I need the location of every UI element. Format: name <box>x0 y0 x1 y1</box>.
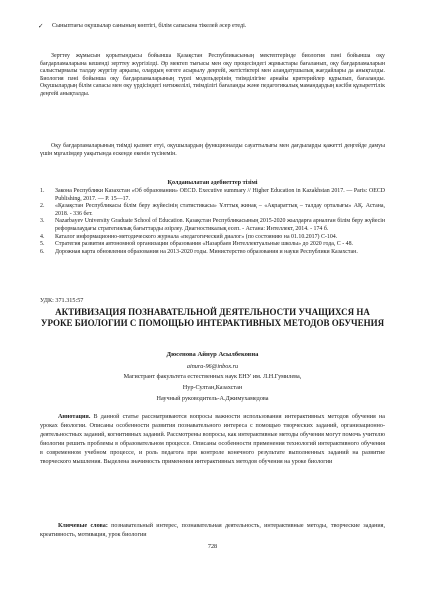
reference-item <box>40 248 385 257</box>
scientific-advisor: Научный руководитель-А.Джимухамедова <box>156 395 269 402</box>
intro-paragraph-2: Оқу бағдарламаларының тиімді қызмет етуі, оқушылардың функционалды сауаттылығы мен дағдыларды қажетті деңгейде дамуы үшін мұғалімдер уақытында ескенде екенін түсінемін. <box>40 143 385 157</box>
keywords-label: Ключевые слова: <box>58 523 108 529</box>
author-name: Дюсенова Айнур Асылбековна <box>166 351 259 358</box>
reference-text: Дорожная карта обновления образования на 2013-2020 годы. Министерство образования и науки Республики Казахстан. <box>55 248 358 255</box>
reference-number: 1. <box>40 188 45 194</box>
bullet-item <box>38 23 382 30</box>
checkmark-icon: ✓ <box>38 23 44 30</box>
intro-paragraph-1: Зерттеу жұмысын қорытындысы бойынша Қазақстан Республикасының мектептерінде биология пәні бойынша оқу бағдарламаларына кешенді зерттеу жүргізілді. Әр мектеп тығысы мен оқу процесіндегі жұмыстары бағаланып, оқу бағдарламаларын салыстырмалы талдау жүргізу арқылы, олардың өзгеге асырылу деңгейі, жетістіктері мен алаңдатушылық жағдайлары да анықталды. Биология пәні бойынша оқу бағдарламаларының түрлі модельдерінің тиімділігіне арнайы критерийлер құрылып, бағаланды. Оқушылардың білім сапасы мен оқу үрдісіндегі нәтижелілі, тиімділігі бағаланды және педагогикалық мамандардың кәсіби құзыреттілік деңгейі анықталды. <box>40 53 385 97</box>
reference-item <box>40 218 385 233</box>
bullet-text: Сыныптағы оқушылар санының көптігі, білім сапасына тікелей әсер етеді. <box>52 23 247 29</box>
reference-text: Nazarbayev University Graduate School of Education. Қазақстан Республикасының 2015-2020 жылдарға арналған білім беру жүйесін реформалаудағы стратегиялық бағыттарды әзірлеу. Диагностикалық есеп. - Астана: Интеллект, 2014. - 174 б. <box>55 218 385 232</box>
reference-number: 3. <box>40 218 45 225</box>
keywords-text: познавательный интерес, познавательная деятельность, интерактивные методы, творческие задания, креативность, мотивация, урок биологии <box>40 523 385 538</box>
reference-text: Закона Республики Казахстан «Об образовании» OECD. Executive summary // Higher Education in Kazakhstan 2017. — Paris: OECD Publishing, 2017. — P. 15—17. <box>55 188 385 202</box>
author-position: Магистрант факультета естественных наук ЕНУ им. Л.Н.Гумилева, <box>123 373 302 380</box>
reference-item <box>40 188 385 203</box>
reference-text: Каталог информационно-методического журнала «педагогический диалог» (по состоянию на 01.10.2017) С-104. <box>55 233 338 240</box>
reference-number: 6. <box>40 248 45 255</box>
abstract <box>40 413 385 467</box>
reference-item <box>40 241 385 249</box>
keywords <box>40 522 385 540</box>
reference-text: «Қазақстан Республикасы білім беру жүйесінің статистикасы» Ұлттық жинақ – «Ақпараттық – талдау орталығы» АҚ. Астана, 2018. - 336 бет. <box>55 203 385 217</box>
reference-item <box>40 203 385 218</box>
reference-number: 4. <box>40 233 45 240</box>
references-title: Қолданылатан әдебиеттер тізімі <box>167 179 258 186</box>
article-title: АКТИВИЗАЦИЯ ПОЗНАВАТЕЛЬНОЙ ДЕЯТЕЛЬНОСТИ УЧАЩИХСЯ НА УРОКЕ БИОЛОГИИ С ПОМОЩЬЮ ИНТЕРАКТИВНЫХ МЕТОДОВ ОБУЧЕНИЯ <box>40 307 385 328</box>
udc-code: УДК: 371.315:57 <box>40 297 84 304</box>
reference-number: 2. <box>40 203 45 210</box>
reference-number: 5. <box>40 241 45 248</box>
references-list <box>40 188 385 256</box>
reference-text: Стратегия развития автономной организации образования «Назарбаев Интеллектуальные школы» до 2020 года, С - 48. <box>55 241 354 248</box>
page-number: 728 <box>207 543 218 550</box>
abstract-label: Аннотация. <box>58 414 91 420</box>
author-email: ainura-96@inbox.ru <box>186 363 239 370</box>
abstract-text: В данной статье рассматриваются вопросы важности использования интерактивных методов обучения на уроках биологии. Описаны особенности развития познавательного интереса с помощью творческих заданий, организационно-деятельностных заданий, когнитивных заданий. Рассмотрены вопросы, как интерактивные методы обучения могут помочь учителю биологии решить проблемы в образовательном процессе. Описаны особенности применения технологий интерактивного обучения в современном учебном процессе, и роль педагога при контроле конечного результате выполненных заданий на развитие творческого мышления. Выделена значимость применения интерактивных методов обучения на уроке биологии <box>40 414 385 465</box>
author-city: Нур-Султан,Казахстан <box>182 384 243 391</box>
